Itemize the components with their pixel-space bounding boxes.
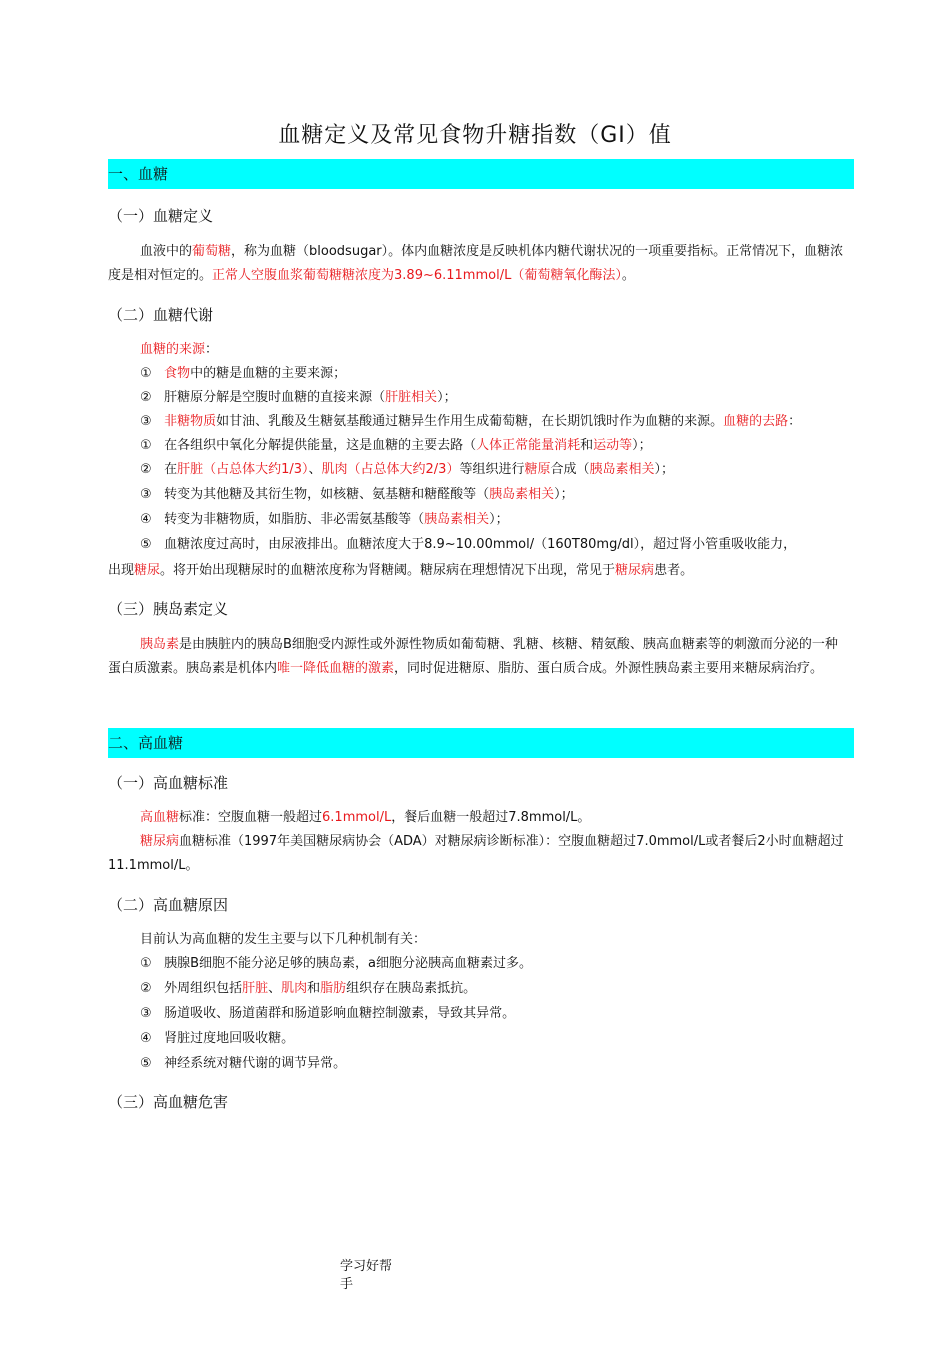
metabolism-source-title <box>140 340 218 360</box>
highlight: 糖原 <box>524 462 551 477</box>
section-heading-hyperglycemia: 二、高血糖 <box>108 728 854 758</box>
text: ）； <box>632 438 652 453</box>
highlight: 肌肉（占总体大约2/3） <box>321 462 460 477</box>
highlight: 运动等 <box>593 438 633 453</box>
text: 肠道吸收、肠道菌群和肠道影响血糖控制激素，导致其异常。 <box>164 1006 516 1021</box>
text: 、 <box>308 462 322 477</box>
subheading-blood-sugar-definition: （一）血糖定义 <box>108 207 214 225</box>
highlight: 肌肉 <box>281 981 308 996</box>
metabolism-source-item-2 <box>140 388 457 408</box>
highlight: 糖尿 <box>134 563 161 578</box>
list-number: ⑤ <box>140 537 152 552</box>
section-heading-blood-sugar: 一、血糖 <box>108 159 854 189</box>
text: ： <box>205 342 219 357</box>
text: 。 <box>621 268 635 283</box>
metabolism-destination-item-1 <box>140 436 652 456</box>
highlight-normal-range: 正常人空腹血浆葡萄糖糖浓度为3.89~6.11mmol/L（葡萄糖氧化酶法） <box>212 268 622 283</box>
text: ）； <box>554 487 574 502</box>
highlight-only-hormone: 唯一降低血糖的激素 <box>277 661 395 676</box>
hyperglycemia-cause-1 <box>140 954 532 974</box>
text: 在各组织中氧化分解提供能量，这是血糖的主要去路（ <box>164 438 477 453</box>
metabolism-destination-item-4 <box>140 510 509 530</box>
highlight: 6.1mmol/L <box>322 810 392 825</box>
text: 神经系统对糖代谢的调节异常。 <box>164 1056 347 1071</box>
list-number: ② <box>140 462 152 477</box>
text: ： <box>788 414 802 429</box>
hyperglycemia-cause-5 <box>140 1054 346 1074</box>
text: 外周组织包括 <box>164 981 243 996</box>
metabolism-destination-item-5-continued <box>108 561 693 581</box>
highlight-glucose: 葡萄糖 <box>192 244 232 259</box>
text: 和 <box>580 438 594 453</box>
highlight: 糖尿病 <box>140 834 180 849</box>
highlight: 食物 <box>164 366 191 381</box>
subheading-hyperglycemia-standard: （一）高血糖标准 <box>108 774 229 792</box>
hyperglycemia-cause-2 <box>140 979 476 999</box>
metabolism-destination-item-2 <box>140 460 674 480</box>
hyperglycemia-causes-intro: 目前认为高血糖的发生主要与以下几种机制有关： <box>140 932 427 947</box>
subheading-insulin-definition: （三）胰岛素定义 <box>108 600 229 618</box>
list-number: ④ <box>140 512 152 527</box>
list-number: ① <box>140 956 152 971</box>
highlight: 糖尿病 <box>615 563 655 578</box>
highlight: 脂肪 <box>320 981 347 996</box>
highlight: 肝脏（占总体大约1/3） <box>177 462 309 477</box>
subheading-hyperglycemia-causes: （二）高血糖原因 <box>108 896 229 914</box>
text: 胰腺B细胞不能分泌足够的胰岛素，a细胞分泌胰高血糖素过多。 <box>164 956 532 971</box>
list-number: ② <box>140 390 152 405</box>
list-number: ③ <box>140 414 152 429</box>
list-number: ③ <box>140 1006 152 1021</box>
text: ）； <box>654 462 675 477</box>
text: 。将开始出现糖尿时的血糖浓度称为肾糖阈。糖尿病在理想情况下出现，常见于 <box>160 563 616 578</box>
text: 出现 <box>108 563 135 578</box>
list-number: ① <box>140 438 152 453</box>
list-number: ⑤ <box>140 1056 152 1071</box>
text: 标准：空腹血糖一般超过 <box>179 810 323 825</box>
highlight-insulin: 胰岛素 <box>140 637 180 652</box>
list-number: ① <box>140 366 152 381</box>
hyperglycemia-standard-line-1 <box>140 808 590 828</box>
text: 组织存在胰岛素抵抗。 <box>346 981 477 996</box>
highlight-source: 血糖的来源 <box>140 342 206 357</box>
text: 是由胰脏内的胰岛B细胞受内源性或外源性物质如葡萄糖、乳糖、核糖、精氨酸、胰高血糖素等的刺激而分泌的一种蛋白质激素。胰岛素是机体内 <box>108 637 838 676</box>
text: 血糖浓度过高时，由尿液排出。血糖浓度大于8.9~10.00mmol/（160T80mg/dl），超过肾小管重吸收能力， <box>164 537 797 552</box>
text: ，同时促进糖原、脂肪、蛋白质合成。外源性胰岛素主要用来糖尿病治疗。 <box>394 661 824 676</box>
metabolism-source-item-3 <box>140 412 801 432</box>
text: 在 <box>164 462 178 477</box>
text: 肾脏过度地回吸收糖。 <box>164 1031 295 1046</box>
highlight: 高血糖 <box>140 810 180 825</box>
text: ，称为血糖（bloodsugar）。体内血糖浓度是反映机体内糖代谢状况的一项重要指标。正常情况下，血糖浓度是相对恒定的。 <box>108 244 844 283</box>
metabolism-destination-item-3 <box>140 485 574 505</box>
highlight: 肝脏 <box>242 981 269 996</box>
list-number: ② <box>140 981 152 996</box>
subheading-blood-sugar-metabolism: （二）血糖代谢 <box>108 306 214 324</box>
highlight: 非糖物质 <box>164 414 217 429</box>
hyperglycemia-cause-4 <box>140 1029 294 1049</box>
paragraph-insulin-definition <box>108 633 848 681</box>
text: 肝糖原分解是空腹时血糖的直接来源（ <box>164 390 386 405</box>
paragraph-blood-sugar-definition <box>108 240 848 288</box>
text: 转变为其他糖及其衍生物，如核糖、氨基糖和糖醛酸等（ <box>164 487 490 502</box>
highlight: 胰岛素相关 <box>589 462 655 477</box>
metabolism-source-item-1 <box>140 364 346 384</box>
metabolism-destination-item-5 <box>140 535 796 555</box>
text: ）； <box>489 512 509 527</box>
text: 血液中的 <box>140 244 193 259</box>
list-number: ④ <box>140 1031 152 1046</box>
text: 中的糖是血糖的主要来源； <box>190 366 347 381</box>
text: 血糖标准（1997年美国糖尿病协会（ADA）对糖尿病诊断标准）：空腹血糖超过7.0mmol/L或者餐后2小时血糖超过11.1mmol/L。 <box>108 834 844 873</box>
hyperglycemia-standard-line-2 <box>108 830 848 878</box>
hyperglycemia-cause-3 <box>140 1004 515 1024</box>
highlight: 胰岛素相关 <box>489 487 555 502</box>
text: 和 <box>307 981 321 996</box>
text: ）； <box>437 390 457 405</box>
subheading-hyperglycemia-harm: （三）高血糖危害 <box>108 1093 229 1111</box>
text: 患者。 <box>654 563 694 578</box>
page-footer: 学习好帮手 <box>340 1259 393 1292</box>
list-number: ③ <box>140 487 152 502</box>
text: 、 <box>268 981 282 996</box>
text: 合成（ <box>550 462 590 477</box>
text: 等组织进行 <box>459 462 525 477</box>
document-title: 血糖定义及常见食物升糖指数（GI）值 <box>278 123 672 148</box>
text: 如甘油、乳酸及生糖氨基酸通过糖异生作用生成葡萄糖，在长期饥饿时作为血糖的来源。 <box>216 414 724 429</box>
highlight: 人体正常能量消耗 <box>476 438 581 453</box>
highlight: 胰岛素相关 <box>424 512 490 527</box>
text: ，餐后血糖一般超过7.8mmol/L。 <box>391 810 591 825</box>
text: 转变为非糖物质，如脂肪、非必需氨基酸等（ <box>164 512 425 527</box>
highlight-destination: 血糖的去路 <box>723 414 789 429</box>
highlight: 肝脏相关 <box>385 390 438 405</box>
